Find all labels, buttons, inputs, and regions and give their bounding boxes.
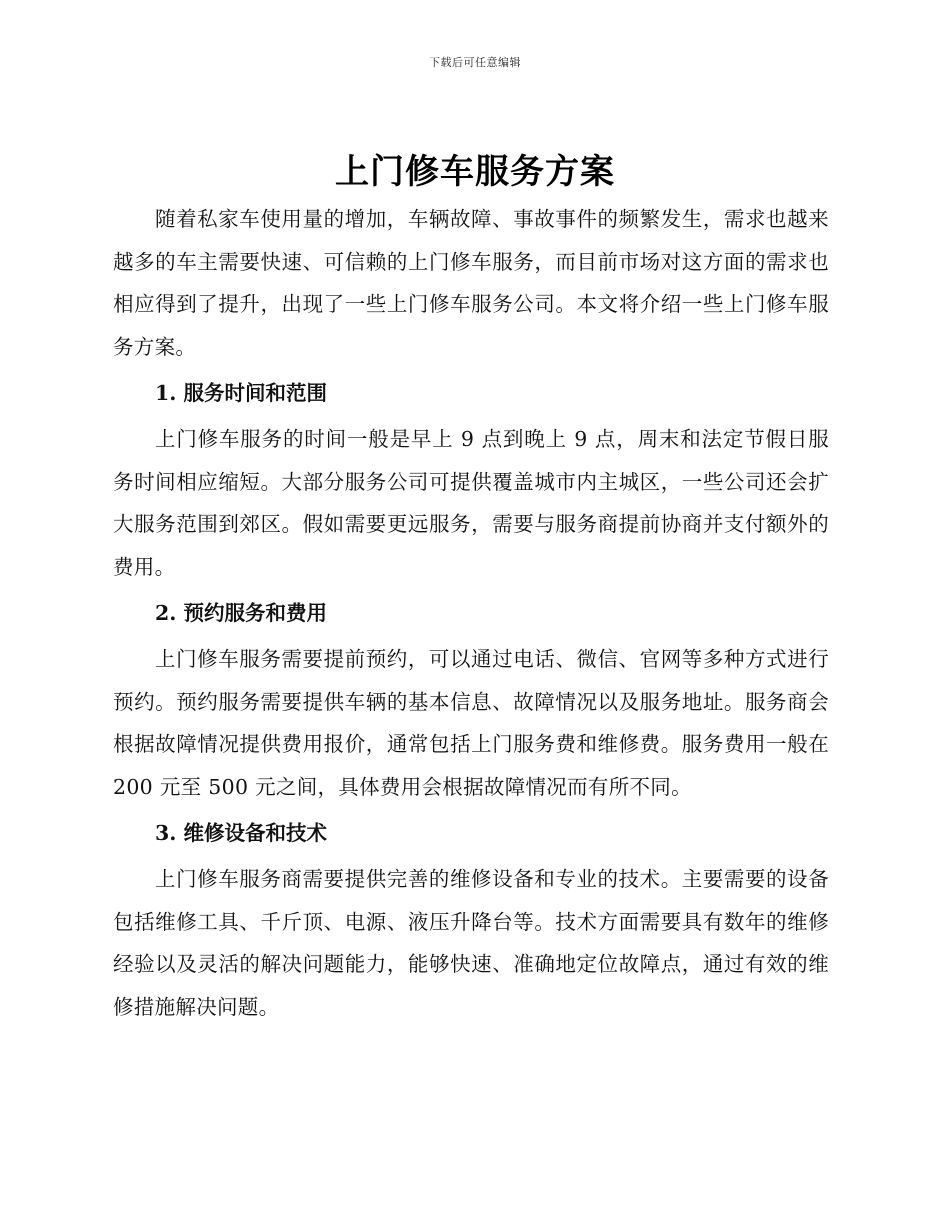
- section-paragraph-2: 上门修车服务需要提前预约，可以通过电话、微信、官网等多种方式进行预约。预约服务需要提供车辆的基本信息、故障情况以及服务地址。服务商会根据故障情况提供费用报价，通常包括上门服务费和维修费。服务费用一般在 200 元至 500 元之间，具体费用会根据故障情况而有所不同。: [113, 647, 829, 799]
- document-body: [113, 198, 829, 1028]
- header-note: 下载后可任意编辑: [429, 56, 521, 69]
- intro-paragraph: 随着私家车使用量的增加，车辆故障、事故事件的频繁发生，需求也越来越多的车主需要快速、可信赖的上门修车服务，而目前市场对这方面的需求也相应得到了提升，出现了一些上门修车服务公司。本文将介绍一些上门修车服务方案。: [113, 207, 829, 359]
- section-paragraph-3: 上门修车服务商需要提供完善的维修设备和专业的技术。主要需要的设备包括维修工具、千斤顶、电源、液压升降台等。技术方面需要具有数年的维修经验以及灵活的解决问题能力，能够快速、准确地定位故障点，通过有效的维修措施解决问题。: [113, 867, 829, 1019]
- section-paragraph-1: 上门修车服务的时间一般是早上 9 点到晚上 9 点，周末和法定节假日服务时间相应缩短。大部分服务公司可提供覆盖城市内主城区，一些公司还会扩大服务范围到郊区。假如需要更远服务，需要与服务商提前协商并支付额外的费用。: [113, 427, 829, 579]
- section-heading-3: 3. 维修设备和技术: [155, 821, 328, 845]
- document-title: 上门修车服务方案: [335, 152, 615, 192]
- section-heading-1: 1. 服务时间和范围: [155, 381, 328, 405]
- section-heading-2: 2. 预约服务和费用: [155, 601, 328, 625]
